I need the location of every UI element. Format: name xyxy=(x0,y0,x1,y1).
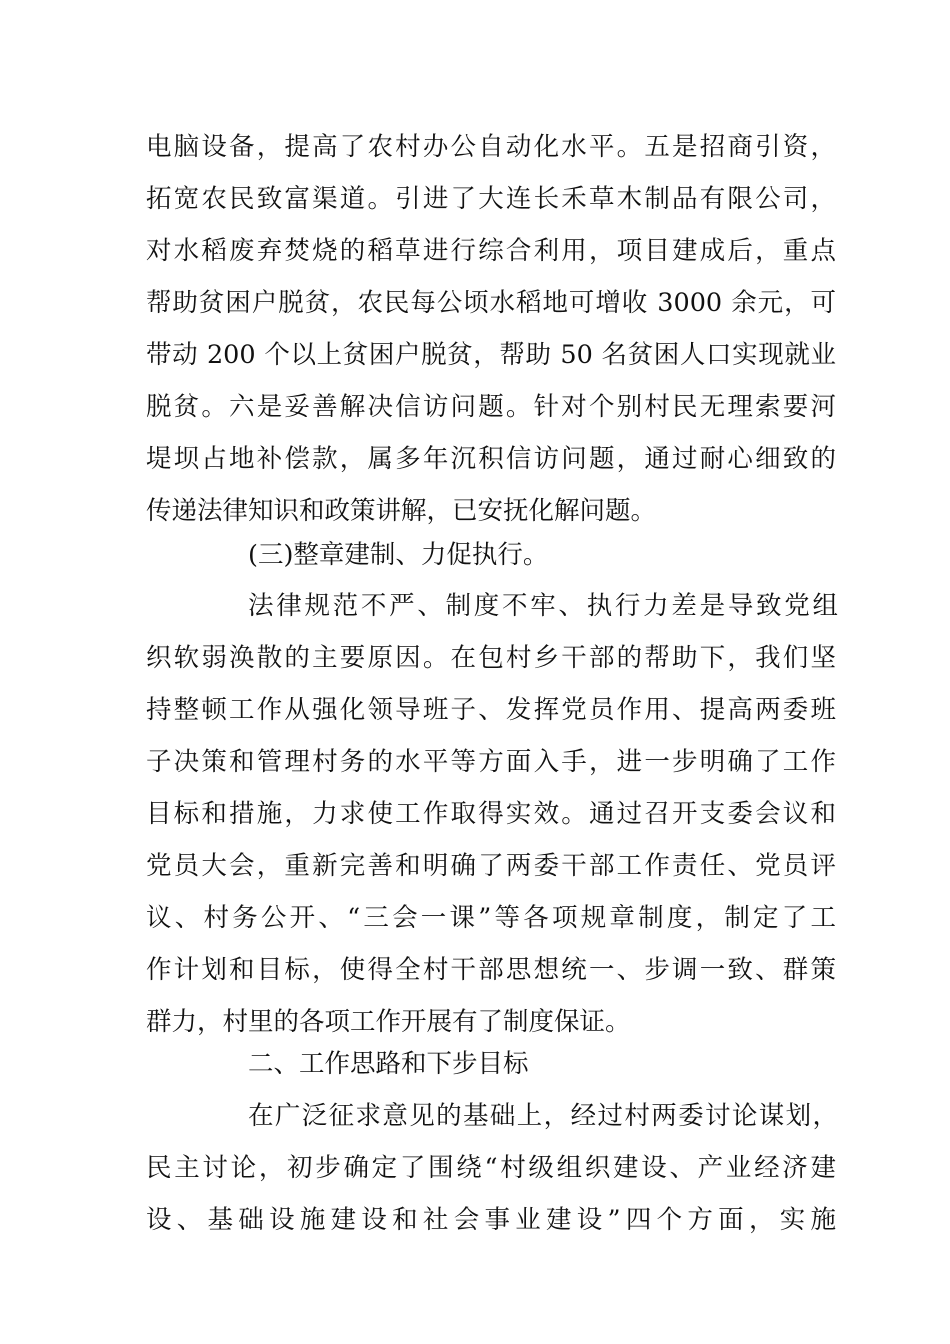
text-line: 作计划和目标，使得全村干部思想统一、步调一致、群策 xyxy=(146,955,836,985)
text-line: 设、基础设施建设和社会事业建设”四个方面，实施 xyxy=(146,1205,836,1235)
text-line: 议、村务公开、“三会一课”等各项规章制度，制定了工 xyxy=(146,903,836,933)
text-line: 持整顿工作从强化领导班子、发挥党员作用、提高两委班 xyxy=(146,695,836,725)
text-line: 脱贫。六是妥善解决信访问题。针对个别村民无理索要河 xyxy=(146,392,836,422)
text-line: 法律规范不严、制度不牢、执行力差是导致党组 xyxy=(248,591,838,621)
text-line: 拓宽农民致富渠道。引进了大连长禾草木制品有限公司， xyxy=(146,184,836,214)
text-line: 传递法律知识和政策讲解，已安抚化解问题。 xyxy=(146,496,657,526)
section-heading: 二、工作思路和下步目标 xyxy=(248,1049,529,1079)
text-line: 帮助贫困户脱贫，农民每公顷水稻地可增收 3000 余元，可 xyxy=(146,288,836,318)
text-line: 目标和措施，力求使工作取得实效。通过召开支委会议和 xyxy=(146,799,836,829)
section-heading: (三)整章建制、力促执行。 xyxy=(248,540,549,570)
text-line: 群力，村里的各项工作开展有了制度保证。 xyxy=(146,1007,631,1037)
text-line: 民主讨论，初步确定了围绕“村级组织建设、产业经济建 xyxy=(146,1153,836,1183)
text-line: 对水稻废弃焚烧的稻草进行综合利用，项目建成后，重点 xyxy=(146,236,836,266)
text-line: 在广泛征求意见的基础上，经过村两委讨论谋划， xyxy=(248,1101,838,1131)
text-line: 子决策和管理村务的水平等方面入手，进一步明确了工作 xyxy=(146,747,836,777)
text-line: 带动 200 个以上贫困户脱贫，帮助 50 名贫困人口实现就业 xyxy=(146,340,836,370)
text-line: 织软弱涣散的主要原因。在包村乡干部的帮助下，我们坚 xyxy=(146,643,836,673)
text-line: 电脑设备，提高了农村办公自动化水平。五是招商引资， xyxy=(146,132,836,162)
text-line: 党员大会，重新完善和明确了两委干部工作责任、党员评 xyxy=(146,851,836,881)
text-line: 堤坝占地补偿款，属多年沉积信访问题，通过耐心细致的 xyxy=(146,444,836,474)
